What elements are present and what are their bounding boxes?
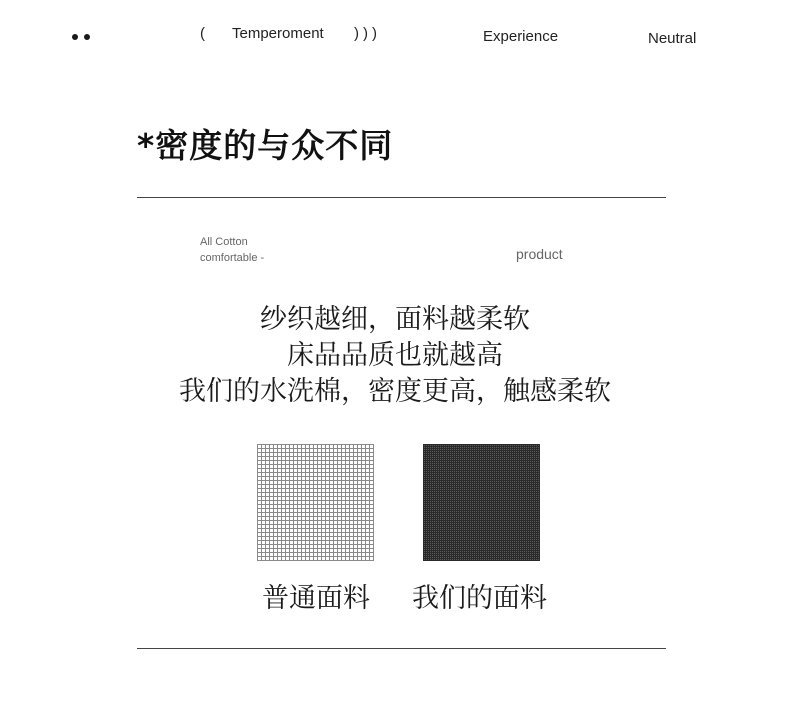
nav-neutral: Neutral [648,30,697,47]
decor-dots [72,34,90,40]
tag-line-1: All Cotton [200,236,248,248]
nav-paren-close: ))) [354,25,381,42]
our-fabric-swatch [423,444,540,561]
normal-fabric-label: 普通面料 [262,583,370,614]
tag-product: product [516,246,563,262]
page-title: *密度的与众不同 [137,126,394,165]
description-line-2: 床品品质也就越高 [287,340,503,371]
nav-paren-open: ( [200,25,205,42]
description-line-1: 纱织越细，面料越柔软 [260,304,530,335]
dot-icon [84,34,90,40]
normal-fabric-swatch [257,444,374,561]
divider-bottom [137,648,666,649]
description-line-3: 我们的水洗棉，密度更高，触感柔软 [179,376,611,407]
nav-temperament: Temperoment [232,25,324,42]
our-fabric-label: 我们的面料 [412,583,547,614]
divider-top [137,197,666,198]
nav-experience: Experience [483,28,559,45]
description-text [0,302,790,410]
dot-icon [72,34,78,40]
tag-line-2: comfortable - [200,252,265,264]
tag-all-cotton [200,234,264,266]
